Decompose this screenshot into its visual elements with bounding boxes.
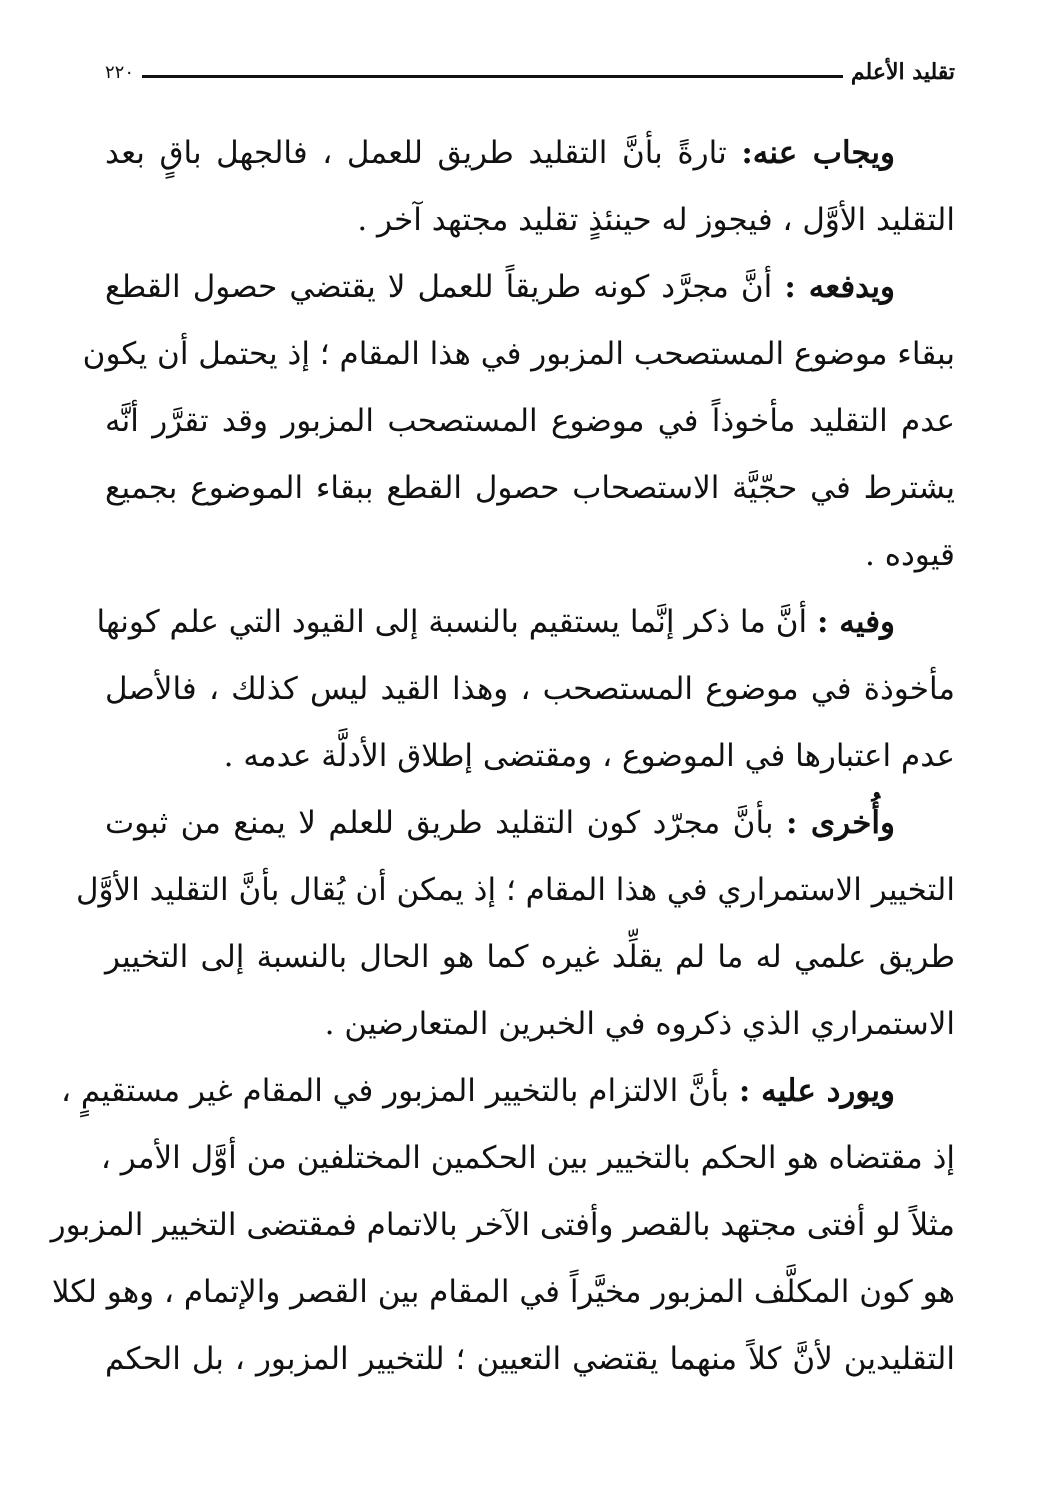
paragraph-lead: وأُخرى :: [786, 805, 895, 841]
text-line: التقليد الأوَّل ، فيجوز له حينئذٍ تقليد مجتهد آخر .: [357, 202, 955, 238]
paragraph-lead: ويجاب عنه:: [741, 135, 896, 171]
text-line: [105, 120, 955, 187]
running-header: [105, 52, 955, 92]
text-line: مثلاً لو أفتى مجتهد بالقصر وأفتى الآخر بالاتمام فمقتضى التخيير المزبور: [50, 1207, 955, 1243]
text-line: [105, 790, 955, 857]
paragraph-lead: ويورد عليه :: [738, 1073, 895, 1109]
text-line: الاستمراري الذي ذكروه في الخبرين المتعارضين .: [324, 1006, 955, 1042]
text-line: [96, 589, 955, 656]
text-line: قيوده .: [865, 537, 955, 573]
text-line: إذ مقتضاه هو الحكم بالتخيير بين الحكمين المختلفين من أوَّل الأمر ،: [100, 1140, 955, 1176]
page-number: ٢٢٠: [105, 61, 135, 83]
text-line: التقليدين لأنَّ كلاً منهما يقتضي التعيين ؛ للتخيير المزبور ، بل الحكم: [105, 1341, 955, 1377]
text-line: هو كون المكلَّف المزبور مخيَّراً في المقام بين القصر والإتمام ، وهو لكلا: [51, 1274, 955, 1310]
line-text: أنَّ ما ذكر إنَّما يستقيم بالنسبة إلى القيود التي علم كونها: [96, 604, 808, 640]
paragraph: [105, 120, 955, 254]
text-line: التخيير الاستمراري في هذا المقام ؛ إذ يمكن أن يُقال بأنَّ التقليد الأوَّل: [76, 872, 955, 908]
text-line: مأخوذة في موضوع المستصحب ، وهذا القيد ليس كذلك ، فالأصل: [105, 671, 955, 707]
line-text: تارةً بأنَّ التقليد طريق للعمل ، فالجهل باقٍ بعد: [105, 135, 727, 171]
line-text: بأنَّ الالتزام بالتخيير المزبور في المقام غير مستقيمٍ ،: [61, 1073, 729, 1109]
header-rule: [142, 75, 843, 78]
paragraph: [50, 1058, 955, 1393]
paragraph-lead: ويدفعه :: [784, 269, 896, 305]
page-body: [50, 120, 955, 1393]
text-line: طريق علمي له ما لم يقلِّد غيره كما هو الحال بالنسبة إلى التخيير: [105, 939, 955, 975]
line-text: أنَّ مجرَّد كونه طريقاً للعمل لا يقتضي حصول القطع: [105, 269, 773, 305]
paragraph: [76, 790, 955, 1058]
text-line: عدم اعتبارها في الموضوع ، ومقتضى إطلاق الأدلَّة عدمه .: [223, 738, 955, 774]
text-line: [61, 1058, 955, 1125]
text-line: [105, 254, 955, 321]
paragraph: [96, 589, 955, 790]
paragraph-lead: وفيه :: [817, 604, 895, 640]
running-title: تقليد الأعلم: [850, 59, 955, 85]
paragraph: [82, 254, 955, 589]
text-line: عدم التقليد مأخوذاً في موضوع المستصحب المزبور وقد تقرَّر أنَّه: [105, 403, 955, 439]
line-text: بأنَّ مجرّد كون التقليد طريق للعلم لا يمنع من ثبوت: [105, 805, 774, 841]
text-line: ببقاء موضوع المستصحب المزبور في هذا المقام ؛ إذ يحتمل أن يكون: [82, 336, 955, 372]
text-line: يشترط في حجّيَّة الاستصحاب حصول القطع ببقاء الموضوع بجميع: [105, 470, 955, 506]
